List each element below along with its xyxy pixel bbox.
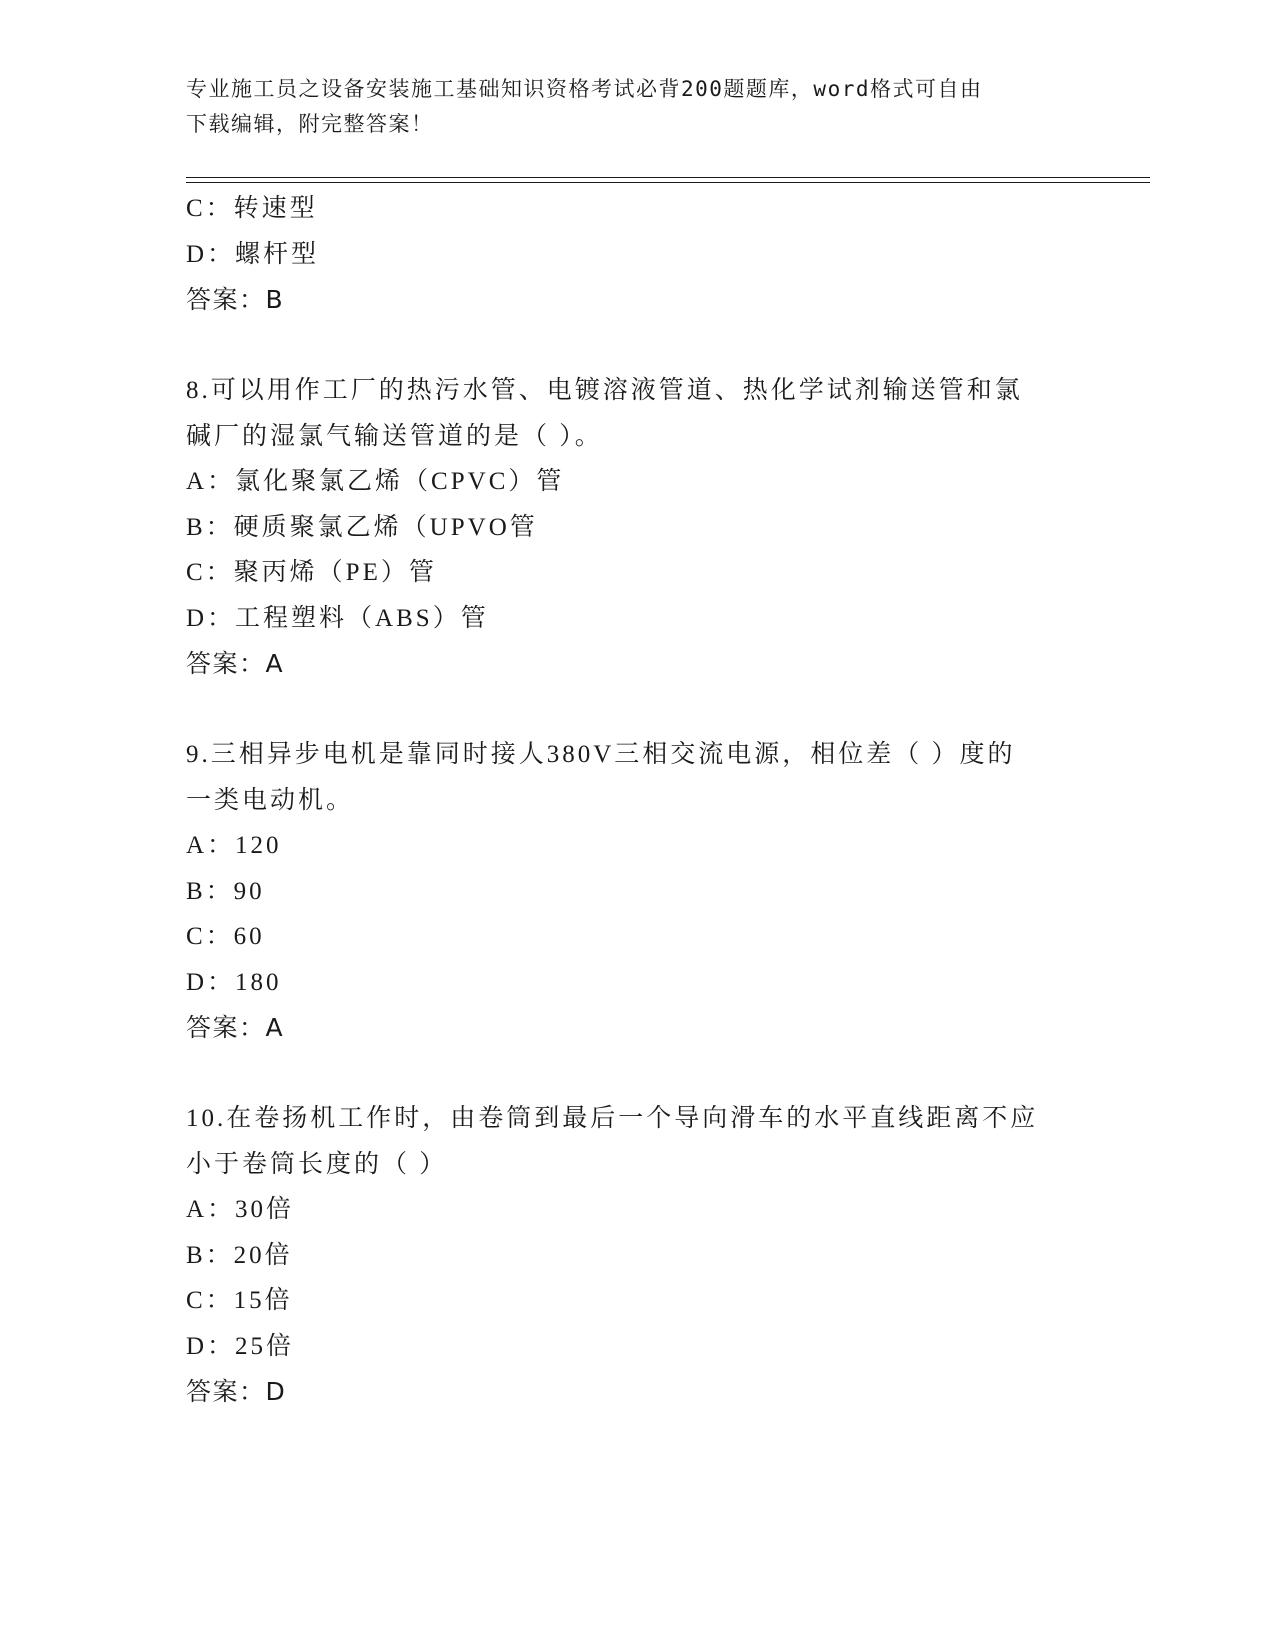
question-stem: 10.在卷扬机工作时，由卷筒到最后一个导向滑车的水平直线距离不应 — [186, 1105, 1039, 1132]
option-d: D：螺杆型 — [186, 240, 320, 268]
answer-label: 答案：A — [186, 1013, 285, 1042]
question-10 — [186, 1096, 1086, 1415]
option-c: C：聚丙烯（PE）管 — [186, 559, 437, 586]
answer-label: 答案：A — [186, 649, 285, 678]
question-stem: 一类电动机。 — [186, 786, 355, 814]
header-title-line-1: 专业施工员之设备安装施工基础知识资格考试必背200题题库，word格式可自由 — [186, 77, 983, 101]
document-header — [186, 72, 1066, 142]
option-c: C：转速型 — [186, 195, 318, 222]
option-c: C：15倍 — [186, 1287, 293, 1314]
option-d: D：180 — [186, 968, 282, 996]
question-list — [186, 186, 1086, 1415]
question-stem: 小于卷筒长度的（ ） — [186, 1150, 448, 1178]
option-a: A：120 — [186, 832, 282, 859]
option-a: A：氯化聚氯乙烯（CPVC）管 — [186, 468, 565, 495]
option-b: B：90 — [186, 877, 265, 905]
question-spacer — [186, 687, 1086, 733]
answer-label: 答案：B — [186, 285, 285, 314]
header-divider-top — [186, 177, 1150, 178]
option-b: B：20倍 — [186, 1241, 293, 1269]
question-stem: 8.可以用作工厂的热污水管、电镀溶液管道、热化学试剂输送管和氯 — [186, 377, 1023, 404]
question-stem: 9.三相异步电机是靠同时接人380V三相交流电源，相位差（ ）度的 — [186, 741, 1016, 768]
question-spacer — [186, 323, 1086, 369]
question-stem: 碱厂的湿氯气输送管道的是（ ）。 — [186, 422, 603, 450]
question-8 — [186, 368, 1086, 687]
header-title-line-2: 下载编辑，附完整答案！ — [186, 112, 434, 136]
header-divider-bottom — [186, 182, 1150, 183]
question-9 — [186, 732, 1086, 1051]
option-d: D：25倍 — [186, 1332, 295, 1360]
answer-label: 答案：D — [186, 1377, 287, 1406]
question-7-continued — [186, 186, 1086, 323]
option-a: A：30倍 — [186, 1196, 295, 1223]
option-b: B：硬质聚氯乙烯（UPVO管 — [186, 513, 538, 541]
option-c: C：60 — [186, 923, 265, 950]
option-d: D：工程塑料（ABS）管 — [186, 604, 489, 632]
question-spacer — [186, 1051, 1086, 1097]
